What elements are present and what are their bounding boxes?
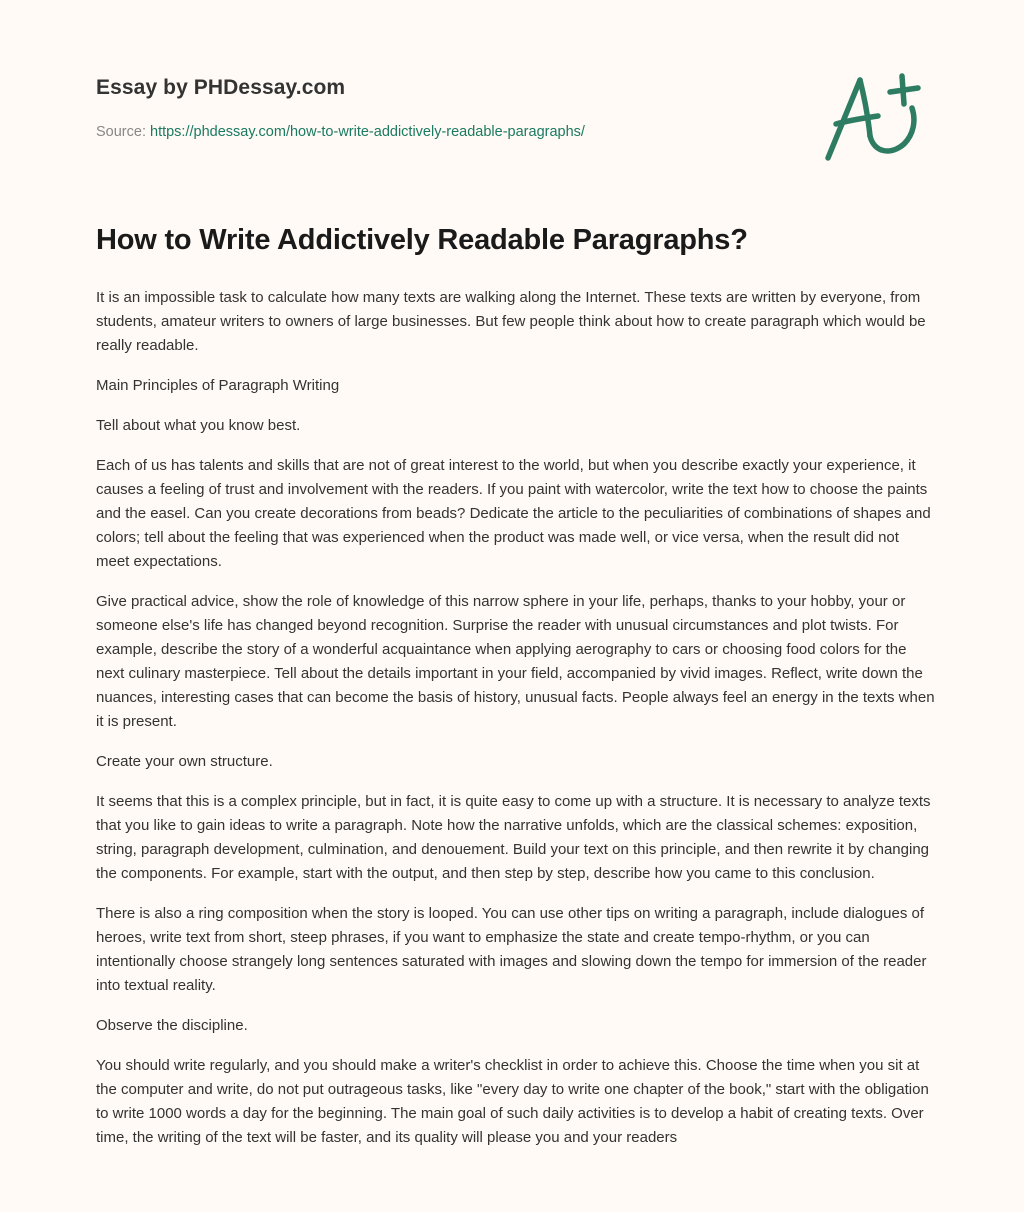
- brand-title: Essay by PHDessay.com: [96, 76, 346, 99]
- paragraph-practical-advice: Give practical advice, show the role of knowledge of this narrow sphere in your life, perhaps, thanks to your hobby, your or someone else's life has changed beyond recognition. Surprise the reader with unusual circumstances and plot twists. For example, describe the story of a wonderful acquaintance when applying aerography to cars or choosing food colors for the next culinary masterpiece. Tell about the details important in your field, accompanied by vivid images. Reflect, write down the nuances, interesting cases that can become the basis of history, unusual facts. People always feel an energy in the texts when it is present.: [96, 593, 935, 730]
- a-plus-grade-icon: [820, 66, 930, 166]
- paragraph-ring-composition: There is also a ring composition when the story is looped. You can use other tips on writing a paragraph, include dialogues of heroes, write text from short, steep phrases, if you want to emphasize the state and create tempo-rhythm, or you can intentionally choose strangely long sentences saturated with images and slowing down the tempo for immersion of the reader into textual reality.: [96, 905, 927, 994]
- article-title: How to Write Addictively Readable Paragraphs?: [96, 224, 748, 256]
- article-body: [96, 286, 936, 1166]
- paragraph-intro: It is an impossible task to calculate how many texts are walking along the Internet. These texts are written by everyone, from students, amateur writers to owners of large businesses. But few people think about how to create paragraph which would be really readable.: [96, 289, 926, 354]
- essay-page: [96, 0, 936, 1146]
- paragraph-structure: It seems that this is a complex principle, but in fact, it is quite easy to come up with a structure. It is necessary to analyze texts that you like to gain ideas to write a paragraph. Note how the narrative unfolds, which are the classical schemes: exposition, string, paragraph development, culmination, and denouement. Build your text on this principle, and then rewrite it by changing the components. For example, start with the output, and then step by step, describe how you came to this conclusion.: [96, 793, 931, 882]
- subheading-own-structure: Create your own structure.: [96, 753, 273, 770]
- paragraph-talents: Each of us has talents and skills that are not of great interest to the world, but when you describe exactly your experience, it causes a feeling of trust and involvement with the readers. If you paint with watercolor, write the text how to choose the paints and the easel. Can you create decorations from beads? Dedicate the article to the peculiarities of combinations of shapes and colors; tell about the feeling that was experienced when the product was made well, or vice versa, when the result did not meet expectations.: [96, 457, 931, 570]
- source-label: Source:: [96, 124, 150, 140]
- subheading-discipline: Observe the discipline.: [96, 1017, 248, 1034]
- paragraph-discipline: You should write regularly, and you should make a writer's checklist in order to achieve this. Choose the time when you sit at the computer and write, do not put outrageous tasks, like "every day to write one chapter of the book," start with the obligation to write 1000 words a day for the beginning. The main goal of such daily activities is to develop a habit of creating texts. Over time, the writing of the text will be faster, and its quality will please you and your readers: [96, 1057, 929, 1146]
- source-link[interactable]: https://phdessay.com/how-to-write-addictively-readable-paragraphs/: [150, 124, 585, 140]
- subheading-know-best: Tell about what you know best.: [96, 417, 301, 434]
- section-heading-principles: Main Principles of Paragraph Writing: [96, 377, 340, 394]
- page-header: [96, 0, 936, 256]
- source-line: [96, 124, 585, 140]
